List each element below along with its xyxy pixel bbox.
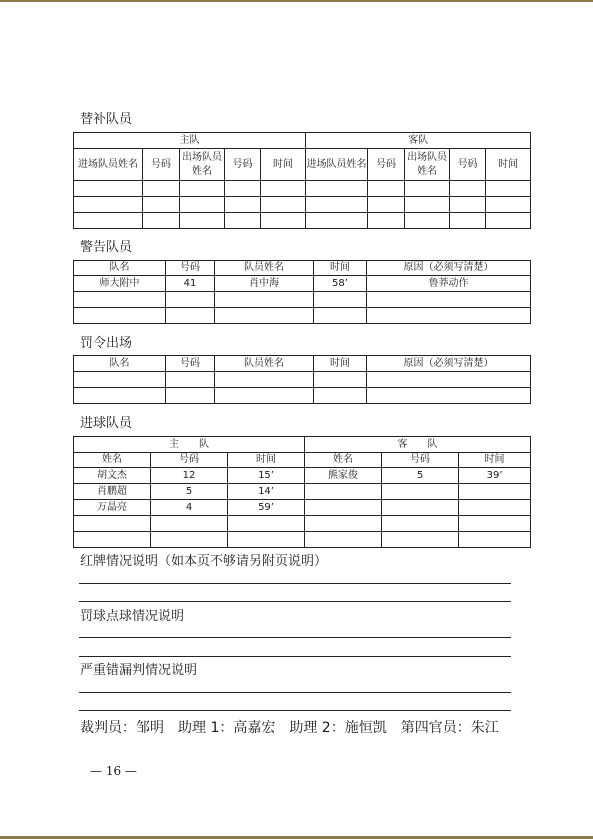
col-header: 进场队员姓名 (74, 149, 143, 181)
goals-table (73, 436, 531, 548)
goal-time-cell (459, 500, 531, 516)
goals-heading: 进球队员 (80, 416, 133, 431)
col-header: 时间 (228, 453, 305, 468)
scorer-number-cell: 5 (382, 468, 459, 484)
team-cell: 师大附中 (74, 276, 166, 292)
goal-time-cell: 15’ (228, 468, 305, 484)
col-header: 原因（必须写清楚） (367, 261, 531, 276)
table-row (74, 308, 531, 324)
col-header: 姓名 (74, 453, 151, 468)
home-team-header: 主 队 (74, 437, 305, 453)
away-team-header: 客 队 (305, 437, 531, 453)
goal-time-cell: 59’ (228, 500, 305, 516)
table-row (74, 197, 531, 213)
col-header: 姓名 (305, 453, 382, 468)
table-row (74, 372, 531, 388)
penalty-notes-heading: 罚球点球情况说明 (80, 609, 185, 624)
scorer-name-cell (305, 484, 382, 500)
scorer-name-cell: 胡文杰 (74, 468, 151, 484)
table-row (74, 500, 531, 516)
reason-cell: 鲁莽动作 (367, 276, 531, 292)
warnings-heading: 警告队员 (80, 240, 133, 255)
col-header: 队名 (74, 356, 166, 372)
col-header: 出场队员姓名 (180, 149, 225, 181)
col-header: 时间 (261, 149, 306, 181)
table-row (74, 276, 531, 292)
table-row (74, 388, 531, 404)
col-header: 号码 (143, 149, 180, 181)
page-number: — 16 — (90, 764, 137, 778)
penalty-note-line (79, 656, 511, 657)
errors-note-line (79, 710, 511, 711)
table-row (74, 532, 531, 548)
scorer-number-cell: 5 (151, 484, 228, 500)
goal-time-cell: 14’ (228, 484, 305, 500)
table-row (74, 213, 531, 229)
red-card-note-line (79, 601, 511, 602)
col-header: 时间 (314, 356, 367, 372)
scorer-number-cell (382, 484, 459, 500)
col-header: 时间 (486, 149, 531, 181)
sendoffs-table (73, 355, 531, 404)
scorer-number-cell (382, 500, 459, 516)
top-border-rule (0, 0, 593, 2)
errors-notes-heading: 严重错漏判情况说明 (80, 663, 198, 678)
away-team-header: 客队 (306, 133, 531, 149)
goal-time-cell: 39’ (459, 468, 531, 484)
table-row (74, 468, 531, 484)
errors-note-line (79, 692, 511, 693)
table-row (74, 181, 531, 197)
col-header: 号码 (166, 261, 215, 276)
col-header: 队员姓名 (215, 356, 314, 372)
red-card-note-line (79, 583, 511, 584)
col-header: 原因（必须写清楚） (367, 356, 531, 372)
col-header: 队名 (74, 261, 166, 276)
scorer-name-cell: 肖鹏超 (74, 484, 151, 500)
col-header: 时间 (459, 453, 531, 468)
col-header: 号码 (225, 149, 261, 181)
warnings-table (73, 260, 531, 324)
scorer-name-cell: 熊家俊 (305, 468, 382, 484)
table-row (74, 484, 531, 500)
number-cell: 41 (166, 276, 215, 292)
col-header: 队员姓名 (215, 261, 314, 276)
scorer-name-cell (305, 500, 382, 516)
player-cell: 肖中海 (215, 276, 314, 292)
home-team-header: 主队 (74, 133, 306, 149)
substitutes-heading: 替补队员 (80, 112, 133, 127)
col-header: 号码 (166, 356, 215, 372)
col-header: 时间 (314, 261, 367, 276)
col-header: 号码 (151, 453, 228, 468)
substitutes-table (73, 132, 531, 229)
penalty-note-line (79, 637, 511, 638)
table-row (74, 292, 531, 308)
officials-line: 裁判员：邹明 助理 1：高嘉宏 助理 2：施恒凯 第四官员：朱江 (80, 720, 499, 736)
sendoffs-heading: 罚令出场 (80, 336, 133, 351)
col-header: 出场队员姓名 (405, 149, 450, 181)
col-header: 进场队员姓名 (306, 149, 368, 181)
goal-time-cell (459, 484, 531, 500)
scorer-name-cell: 万晶亮 (74, 500, 151, 516)
col-header: 号码 (368, 149, 405, 181)
col-header: 号码 (450, 149, 486, 181)
red-card-notes-heading: 红牌情况说明（如本页不够请另附页说明） (80, 554, 328, 569)
time-cell: 58’ (314, 276, 367, 292)
scorer-number-cell: 12 (151, 468, 228, 484)
col-header: 号码 (382, 453, 459, 468)
table-row (74, 516, 531, 532)
scorer-number-cell: 4 (151, 500, 228, 516)
